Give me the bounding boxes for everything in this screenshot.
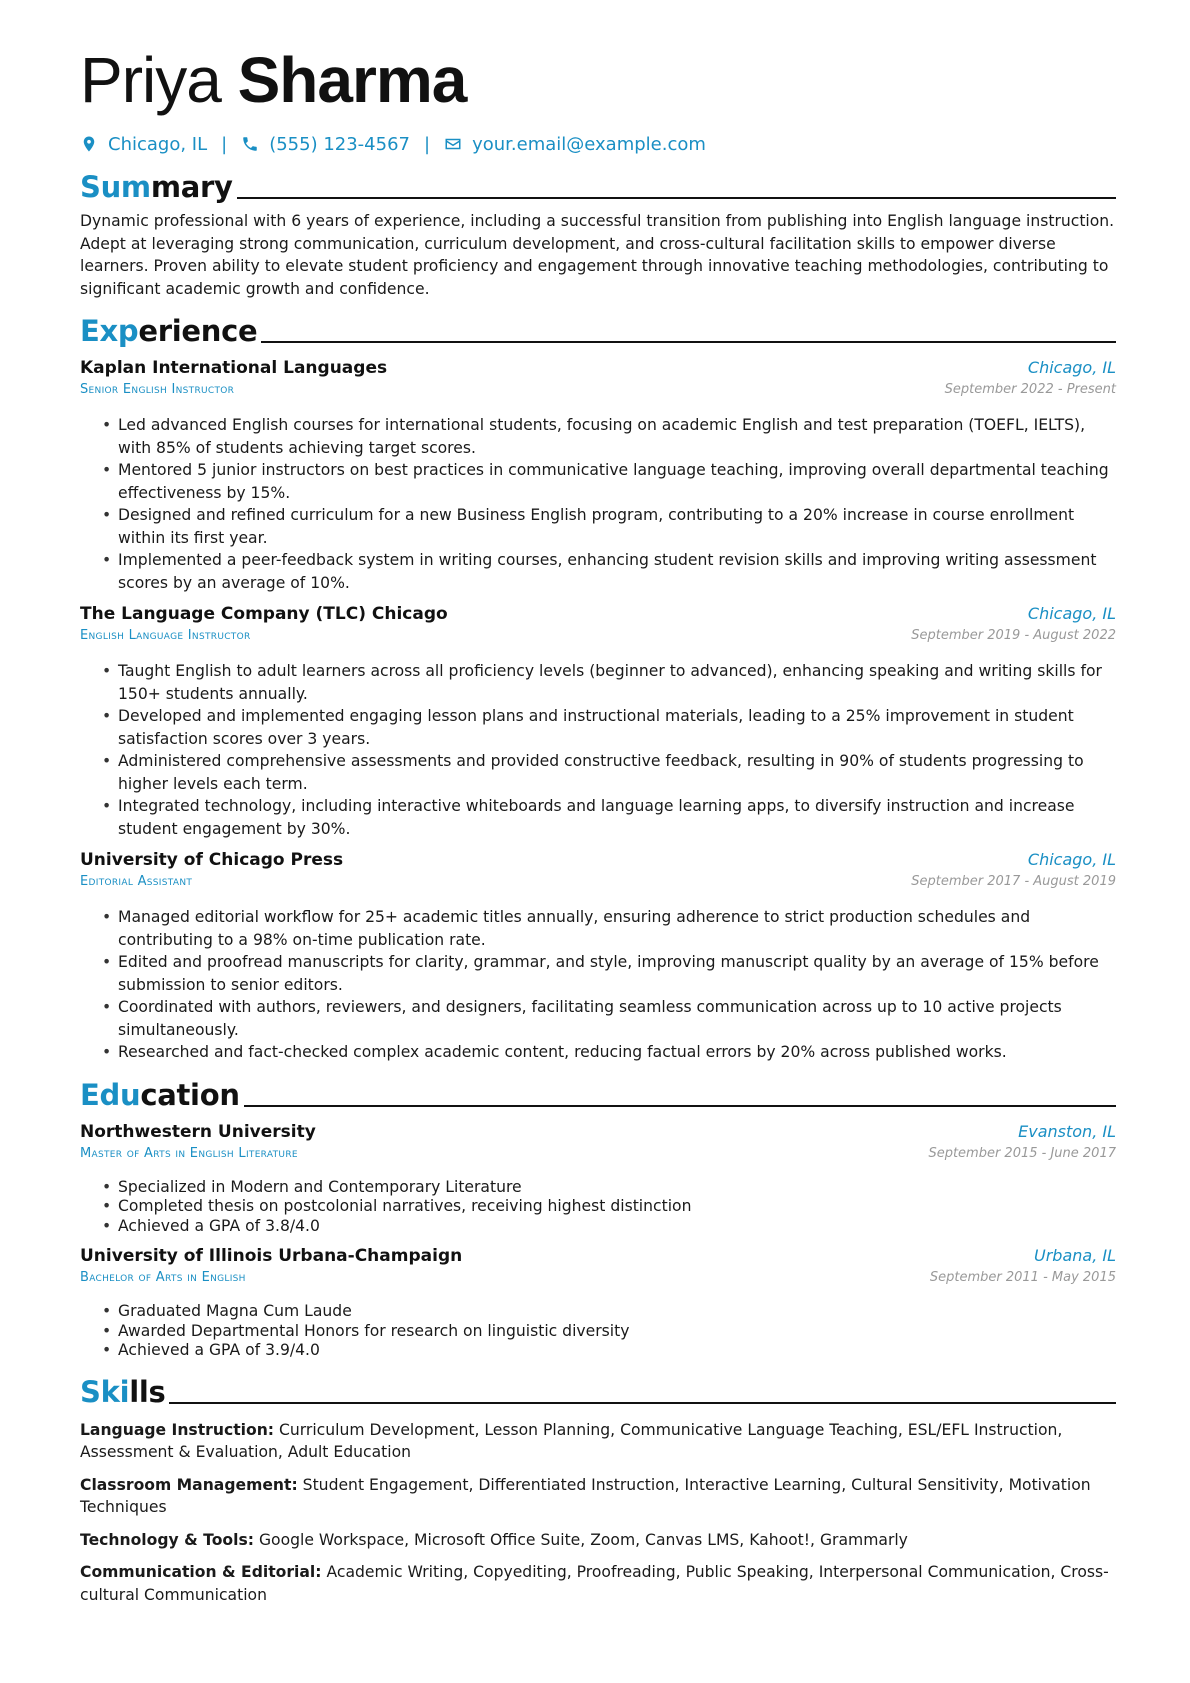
skill-label: Language Instruction: [80, 1420, 275, 1439]
map-pin-icon [80, 135, 98, 153]
job-title: Editorial Assistant [80, 874, 193, 889]
envelope-icon [444, 135, 462, 153]
degree-title: Master of Arts in English Literature [80, 1145, 298, 1161]
list-item: • Graduated Magna Cum Laude [118, 1302, 1116, 1322]
school-name: Northwestern University [80, 1121, 316, 1142]
contact-email[interactable] [444, 134, 706, 155]
skill-group [80, 1419, 1116, 1464]
experience-entry [80, 358, 1116, 594]
contact-location [80, 134, 207, 155]
list-item: • Achieved a GPA of 3.9/4.0 [118, 1341, 1116, 1361]
contact-separator: | [221, 133, 228, 155]
job-location: Chicago, IL [1027, 604, 1116, 623]
list-item: • Administered comprehensive assessments and provided constructive feedback, resulting in 90% of students progressing to higher levels each term. [118, 750, 1116, 795]
list-item: • Managed editorial workflow for 25+ academic titles annually, ensuring adherence to strict production schedules and contributing to a 98% on-time publication rate. [118, 906, 1116, 951]
list-item: • Edited and proofread manuscripts for clarity, grammar, and style, improving manuscript quality by an average of 15% before submission to senior editors. [118, 951, 1116, 996]
skill-list: Student Engagement, Differentiated Instruction, Interactive Learning, Cultural Sensitivity, Motivation Techniques [80, 1475, 1091, 1516]
list-item: • Coordinated with authors, reviewers, and designers, facilitating seamless communication across up to 10 active projects simultaneously. [118, 996, 1116, 1041]
school-name: University of Illinois Urbana-Champaign [80, 1246, 463, 1266]
section-rule [244, 1105, 1116, 1107]
list-item: • Mentored 5 junior instructors on best practices in communicative language teaching, improving overall departmental teaching effectiveness by 15%. [118, 459, 1116, 504]
list-item: • Awarded Departmental Honors for research on linguistic diversity [118, 1322, 1116, 1342]
list-item: • Designed and refined curriculum for a new Business English program, contributing to a 20% increase in course enrollment within its first year. [118, 504, 1116, 549]
job-bullets [80, 414, 1116, 594]
first-name: Priya [80, 44, 221, 116]
candidate-name [80, 0, 1116, 120]
last-name: Sharma [237, 44, 467, 116]
list-item: • Integrated technology, including interactive whiteboards and language learning apps, to diversify instruction and increase student engagement by 30%. [118, 795, 1116, 840]
email-link[interactable]: your.email@example.com [472, 133, 706, 155]
degree-title: Bachelor of Arts in English [80, 1270, 246, 1285]
skills-heading [80, 1375, 1116, 1409]
list-item: • Achieved a GPA of 3.8/4.0 [118, 1217, 1116, 1237]
summary-heading [80, 170, 1116, 204]
school-location: Urbana, IL [1034, 1246, 1116, 1265]
skill-label: Technology & Tools: [80, 1530, 254, 1549]
list-item: • Led advanced English courses for international students, focusing on academic English and test preparation (TOEFL, IELTS), with 85% of students achieving target scores. [118, 414, 1116, 459]
experience-entry [80, 604, 1116, 840]
skill-list: Curriculum Development, Lesson Planning, Communicative Language Teaching, ESL/EFL Instruction, Assessment & Evaluation, Adult Education [80, 1420, 1063, 1461]
education-heading [80, 1078, 1116, 1112]
location-text: Chicago, IL [108, 133, 208, 155]
skill-group [80, 1474, 1116, 1519]
section-rule [261, 341, 1116, 343]
job-dates: September 2022 - Present [944, 382, 1116, 397]
section-rule [237, 197, 1116, 199]
experience-entry [80, 850, 1116, 1064]
phone-text: (555) 123-4567 [269, 133, 410, 155]
skill-list: Academic Writing, Copyediting, Proofreading, Public Speaking, Interpersonal Communication, Cross-cultural Communication [80, 1563, 1109, 1604]
list-item: • Completed thesis on postcolonial narratives, receiving highest distinction [118, 1197, 1116, 1217]
list-item: • Developed and implemented engaging lesson plans and instructional materials, leading to a 25% improvement in student satisfaction scores over 3 years. [118, 705, 1116, 750]
contact-separator: | [424, 133, 431, 155]
job-bullets [80, 906, 1116, 1064]
employer-name: Kaplan International Languages [80, 358, 388, 378]
experience-heading [80, 314, 1116, 348]
job-title: English Language Instructor [80, 628, 251, 643]
phone-icon [241, 135, 259, 153]
school-bullets [80, 1178, 1116, 1237]
job-dates: September 2019 - August 2022 [911, 628, 1116, 643]
skill-label: Communication & Editorial: [80, 1563, 322, 1581]
school-bullets [80, 1302, 1116, 1361]
school-dates: September 2011 - May 2015 [929, 1270, 1116, 1285]
employer-name: The Language Company (TLC) Chicago [80, 604, 448, 624]
school-location: Evanston, IL [1018, 1121, 1116, 1141]
summary-text: Dynamic professional with 6 years of experience, including a successful transition from publishing into English language instruction. Adept at leveraging strong communication, curriculum development, and cross-cultural facilitation skills to empower diverse learners. Proven ability to elevate student proficiency and engagement through innovative teaching methodologies, contributing to significant academic growth and confidence. [80, 212, 1115, 298]
list-item: • Implemented a peer-feedback system in writing courses, enhancing student revision skills and improving writing assessment scores by an average of 10%. [118, 549, 1116, 594]
section-rule [169, 1402, 1116, 1404]
list-item: • Researched and fact-checked complex academic content, reducing factual errors by 20% across published works. [118, 1041, 1116, 1064]
job-location: Chicago, IL [1027, 850, 1116, 869]
skill-list: Google Workspace, Microsoft Office Suite, Zoom, Canvas LMS, Kahoot!, Grammarly [258, 1530, 908, 1549]
job-bullets [80, 660, 1116, 840]
section-title: Skills [80, 1374, 166, 1409]
section-title: Summary [80, 170, 233, 204]
education-entry [80, 1246, 1116, 1361]
contact-phone[interactable] [241, 134, 410, 155]
job-location: Chicago, IL [1027, 358, 1116, 377]
school-dates: September 2015 - June 2017 [928, 1145, 1116, 1161]
education-entry [80, 1122, 1116, 1237]
job-title: Senior English Instructor [80, 382, 235, 397]
list-item: • Taught English to adult learners across all proficiency levels (beginner to advanced), enhancing speaking and writing skills for 150+ students annually. [118, 660, 1116, 705]
section-title: Experience [80, 314, 258, 348]
employer-name: University of Chicago Press [80, 850, 344, 870]
list-item: • Specialized in Modern and Contemporary Literature [118, 1178, 1116, 1198]
skill-group [80, 1561, 1116, 1606]
skill-label: Classroom Management: [80, 1475, 298, 1494]
skill-group [80, 1529, 1116, 1552]
section-title: Education [80, 1077, 240, 1112]
job-dates: September 2017 - August 2019 [911, 874, 1116, 889]
contact-bar [80, 132, 1116, 156]
